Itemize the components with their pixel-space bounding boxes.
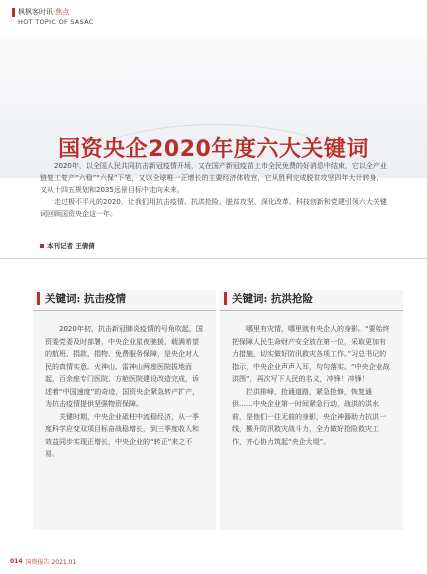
- panel-heading-text: 关键词: 抗击疫情: [45, 292, 127, 305]
- keyword-panel-flood: [220, 290, 403, 530]
- panel-heading: [220, 285, 403, 311]
- column-name: 枫枫客时讯: [18, 8, 53, 16]
- section-header: [12, 8, 94, 26]
- panel-body: [45, 323, 205, 461]
- page-footer: [10, 557, 79, 566]
- kicker-label: ·焦点: [53, 8, 70, 16]
- article-title: 国资央企2020年度六大关键词: [58, 137, 369, 162]
- byline-text: 本刊记者 王倩倩: [47, 242, 95, 250]
- panel-heading-text: 关键词: 抗洪抢险: [232, 292, 314, 305]
- article-intro: [40, 160, 388, 220]
- body-paragraph: 哪里有灾情，哪里就有央企人的身影。“要始终把保障人民生命财产安全放在第一位，采取更加有力措施，切实做好防汛救灾各项工作。”习总书记的指示，中央企业声声入耳，句句落实。“中央企业战洪图”，再次写下人民的名义，冲锋！冲锋！: [232, 325, 390, 383]
- heading-underline: [33, 310, 216, 311]
- intro-paragraph: 2020年，以全国人民共同抗击新冠疫情开场，又在国产新冠疫苗上市全民免费的好消息中结束，它以全产业链复工复产“六稳”“六保”下笔，又以全球唯一正增长的主要经济体收官，它从胜利完成脱贫攻坚四年大计转身，又从十四五规划和2035远景目标中走向未来。: [40, 162, 387, 194]
- byline-square-icon: [40, 244, 44, 248]
- publication-name: 国资报告 2021.01: [25, 559, 77, 566]
- byline: [40, 241, 95, 250]
- section-english: HOT TOPIC OF SASAC: [18, 18, 94, 26]
- divider: [0, 258, 427, 259]
- body-paragraph: 2020年初，抗击新冠肺炎疫情的号角吹起，国资委党委及时部署，中央企业星夜驰援，载满希望的航班、捐款、捐物、免费服务保障，是央企对人民的真情实意。火神山、雷神山两座医院拔地而起，百余座专门医院、方舱医院建设改造完成，诉述着“中国速度”的奇迹，国资央企紧急转产扩产，为抗击疫情提供坚强物资保障。: [45, 325, 203, 408]
- section-marker: [12, 8, 15, 17]
- heading-underline: [220, 310, 403, 311]
- heading-marker: [224, 292, 227, 305]
- heading-marker: [37, 292, 40, 305]
- panel-body: [232, 323, 392, 448]
- panel-heading: [33, 285, 216, 311]
- page-number: 014: [10, 558, 23, 565]
- body-paragraph: 关键时期，中央企业砥柱中流稳经济，从一季度科学应变双项目标奋战稳增长，到三季度收入和效益同步实现正增长，中央企业的“转正”来之不易。: [45, 412, 199, 458]
- body-paragraph: 拦洪排峰，抢通道路，紧急抢修，恢复通供……中央企业第一时间紧急行动，战洪的洪水前，是他们一往无前的身影，央企神器助力抗洪一线，搬升防汛救灾战斗力，全力做好抢险救灾工作，齐心协力筑起“央企大堤”。: [232, 387, 386, 446]
- keyword-panel-epidemic: [33, 290, 216, 530]
- intro-paragraph: 走过极不平凡的2020，让我们用抗击疫情、抗洪抢险、脱贫攻坚、深化改革、科技创新和党建引领六大关键词回顾国资央企这一年。: [40, 198, 387, 218]
